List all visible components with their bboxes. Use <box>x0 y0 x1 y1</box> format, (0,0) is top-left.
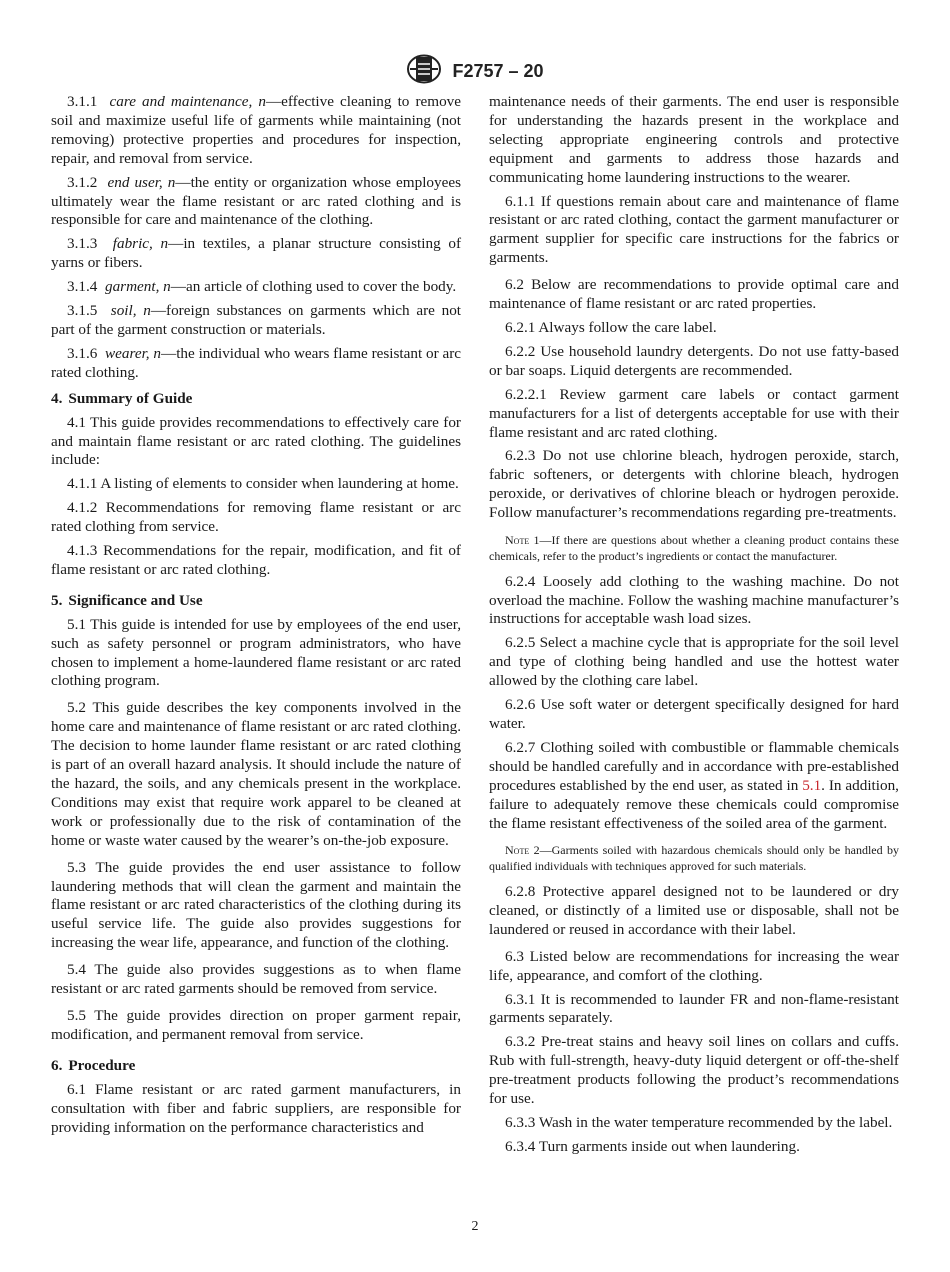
paragraph-6-2-3: 6.2.3 Do not use chlorine bleach, hydrogen peroxide, starch, fabric softeners, or detergents with chlorine bleach, hydrogen peroxide, or derivatives of chlorine bleach or hydrogen peroxide. Follow manufacturer’s recommendations regarding pre-treatments. <box>489 447 899 522</box>
page-header <box>0 54 950 84</box>
paragraph-6-3-3: 6.3.3 Wash in the water temperature recommended by the label. <box>505 1113 893 1131</box>
paragraph-3-1-3: 3.1.3 fabric, n—in textiles, a planar structure consisting of yarns or fibers. <box>51 235 462 272</box>
paragraph-6-2-5: 6.2.5 Select a machine cycle that is appropriate for the soil level and type of clothing being handled and use the hottest water allowed by the clothing care label. <box>489 634 899 690</box>
paragraph-5-4: 5.4 The guide also provides suggestions as to when flame resistant or arc rated garments should be removed from service. <box>51 961 461 998</box>
paragraph-5-3: 5.3 The guide provides the end user assistance to follow laundering methods that will clean the garment and maintain the flame resistant or arc rated characteristics of the clothing during its useful service life. The guide also provides suggestions for increasing the wear life, appearance, and function of the clothing. <box>51 858 461 952</box>
astm-logo-icon <box>406 54 442 89</box>
paragraph-3-1-6: 3.1.6 wearer, n—the individual who wears flame resistant or arc rated clothing. <box>51 344 462 381</box>
paragraph-6-2-2-1: 6.2.2.1 Review garment care labels or contact garment manufacturers for a list of detergents acceptable for use with their flame resistant and arc rated clothing. <box>489 385 899 441</box>
paragraph-6-1-continued: maintenance needs of their garments. The end user is responsible for understanding the hazards present in the workplace and selecting appropriate engineering controls and protective equipment and garments to address those hazards and communicating home laundering instructions to the wearer. <box>489 93 899 186</box>
paragraph-6-2-6: 6.2.6 Use soft water or detergent specifically designed for hard water. <box>489 696 899 732</box>
section-heading-4: 4. Summary of Guide <box>51 389 193 407</box>
paragraph-6-3-1: 6.3.1 It is recommended to launder FR and non-flame-resistant garments separately. <box>489 990 899 1027</box>
paragraph-6-2-8: 6.2.8 Protective apparel designed not to be laundered or dry cleaned, or distinctly of a limited use or disposable, shall not be laundered or reused in accordance with their label. <box>489 883 899 938</box>
paragraph-6-3-4: 6.3.4 Turn garments inside out when laundering. <box>505 1137 800 1155</box>
paragraph-3-1-4: 3.1.4 garment, n—an article of clothing used to cover the body. <box>67 278 457 296</box>
paragraph-6-2-7: 6.2.7 Clothing soiled with combustible or flammable chemicals should be handled carefully and in accordance with pre-established procedures established by the end user, as stated in 5.1. In addition, failure to adequately remove these chemicals could compromise the flame resistant effectiveness of the soiled area of the garment. <box>489 738 899 832</box>
paragraph-4-1-1: 4.1.1 A listing of elements to consider when laundering at home. <box>67 475 459 493</box>
section-heading-5: 5. Significance and Use <box>51 591 203 609</box>
paragraph-6-1: 6.1 Flame resistant or arc rated garment manufacturers, in consultation with fiber and fabric suppliers, are responsible for providing information on the performance characteristics and <box>51 1080 461 1136</box>
section-heading-6: 6. Procedure <box>51 1056 136 1074</box>
paragraph-5-1: 5.1 This guide is intended for use by employees of the end user, such as safety personnel or program administrators, who have chosen to implement a home-laundered flame resistant or arc rated clothing program. <box>51 615 461 690</box>
section-5-1-link[interactable]: 5.1 <box>802 776 822 794</box>
paragraph-6-2-2: 6.2.2 Use household laundry detergents. Do not use fatty-based or bar soaps. Liquid detergents are recommended. <box>489 342 899 379</box>
standard-code: F2757 – 20 <box>452 61 544 81</box>
paragraph-6-2: 6.2 Below are recommendations to provide optimal care and maintenance of flame resistant or arc rated properties. <box>489 276 899 313</box>
paragraph-3-1-2: 3.1.2 end user, n—the entity or organization whose employees ultimately wear the flame resistant or arc rated clothing and is responsible for care and maintenance of the clothing. <box>51 173 461 229</box>
paragraph-3-1-5: 3.1.5 soil, n—foreign substances on garments which are not part of the garment construction or materials. <box>51 302 462 338</box>
note-2: Note 2—Garments soiled with hazardous chemicals should only be handled by qualified individuals with techniques approved for such materials. <box>489 843 900 874</box>
paragraph-6-3-2: 6.3.2 Pre-treat stains and heavy soil lines on collars and cuffs. Rub with full-strength, heavy-duty liquid detergent or off-the-shelf pre-treatment products following the product’s recommendations for use. <box>489 1033 899 1108</box>
note-1: Note 1—If there are questions about whether a cleaning product contains these chemicals, refer to the product’s ingredients or contact the manufacturer. <box>489 533 899 563</box>
paragraph-4-1-2: 4.1.2 Recommendations for removing flame resistant or arc rated clothing from service. <box>51 499 461 536</box>
paragraph-6-2-4: 6.2.4 Loosely add clothing to the washing machine. Do not overload the machine. Follow the washing machine manufacturer’s instructions for acceptable wash load sizes. <box>489 572 899 628</box>
paragraph-6-1-1: 6.1.1 If questions remain about care and maintenance of flame resistant or arc rated clothing, contact the garment manufacturer or garment supplier for specific care instructions for the fabrics or garments. <box>489 192 899 267</box>
paragraph-5-5: 5.5 The guide provides direction on proper garment repair, modification, and permanent removal from service. <box>51 1006 461 1043</box>
paragraph-3-1-1: 3.1.1 care and maintenance, n—effective cleaning to remove soil and maximize useful life of garments while maintaining (not removing) protective properties and procedures for inspection, repair, and removal from service. <box>51 93 461 167</box>
paragraph-4-1: 4.1 This guide provides recommendations to effectively care for and maintain flame resistant or arc rated clothing. The guidelines include: <box>51 413 461 469</box>
paragraph-4-1-3: 4.1.3 Recommendations for the repair, modification, and fit of flame resistant or arc rated clothing. <box>51 542 461 578</box>
paragraph-5-2: 5.2 This guide describes the key components involved in the home care and maintenance of flame resistant or arc rated clothing. The decision to home launder flame resistant or arc rated clothing is part of an overall hazard analysis. It should include the nature of the hazard, the soils, and any chemicals present in the workplace. Conditions may exist that require work apparel to be cleaned at work or professionally due to the risk of contamination of the home or waste water caused by the wearer’s on-the-job exposure. <box>51 699 461 849</box>
right-column <box>489 93 899 1162</box>
page-number: 2 <box>471 1219 479 1234</box>
paragraph-6-2-1: 6.2.1 Always follow the care label. <box>505 318 717 336</box>
left-column <box>51 93 461 1142</box>
paragraph-6-3: 6.3 Listed below are recommendations for increasing the wear life, appearance, and comfort of the clothing. <box>489 947 899 984</box>
